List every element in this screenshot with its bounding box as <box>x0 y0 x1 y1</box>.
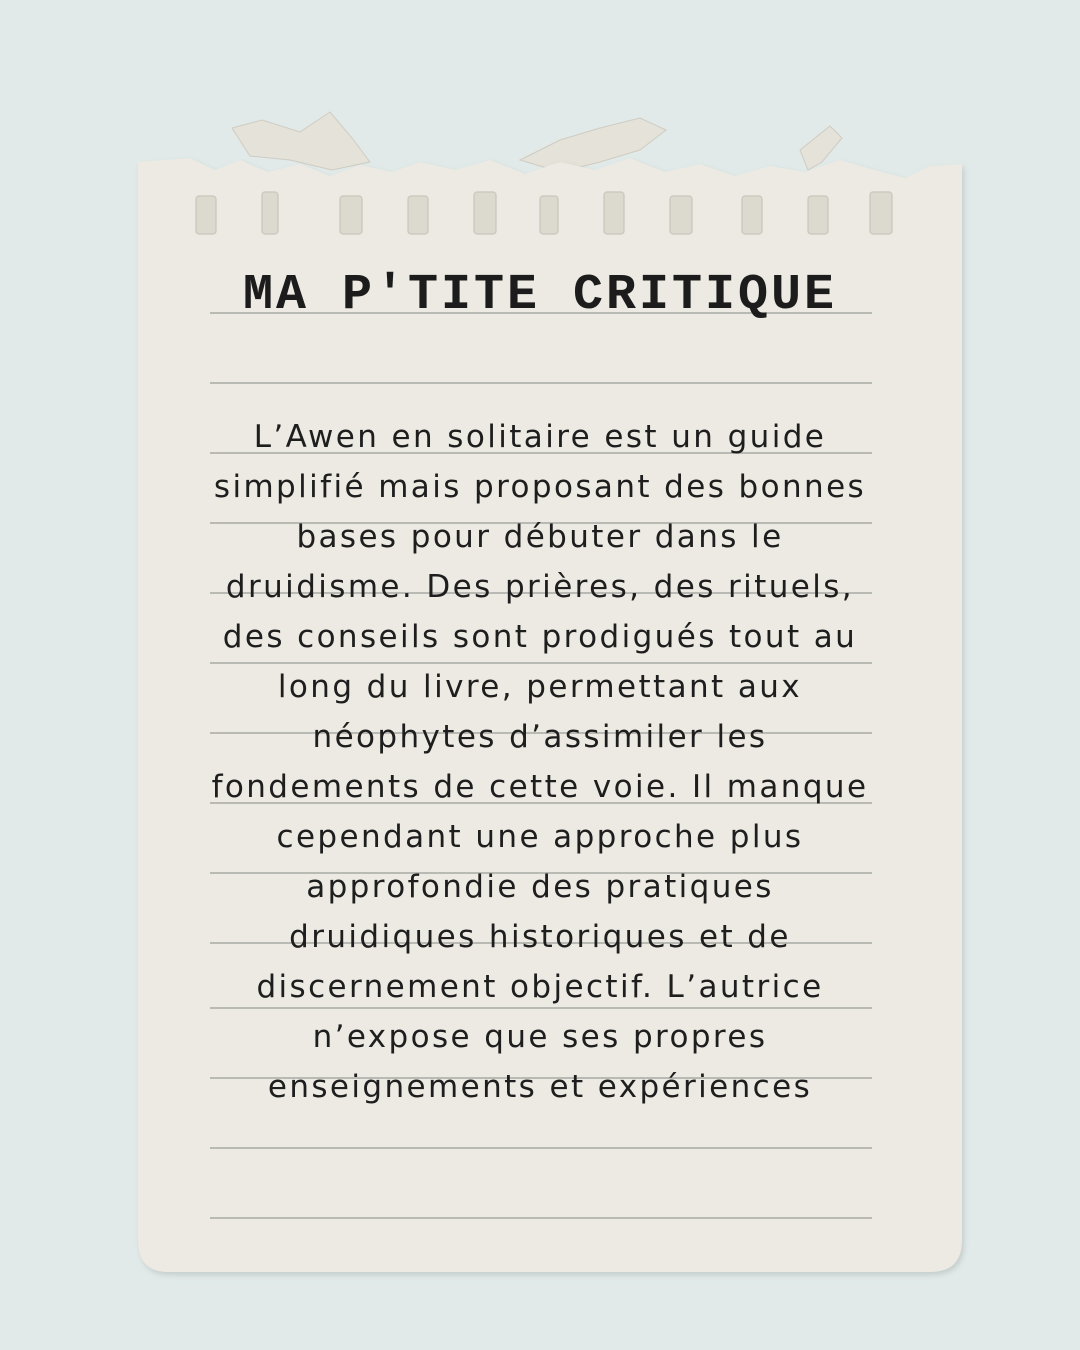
review-line: discernement objectif. L’autrice <box>256 969 824 1005</box>
review-line: fondements de cette voie. Il manque <box>211 769 869 805</box>
review-line: n’expose que ses propres <box>312 1019 768 1055</box>
review-line: simplifié mais proposant des bonnes <box>213 469 867 505</box>
review-line: druidiques historiques et de <box>289 919 791 955</box>
torn-paper-fragments <box>232 112 842 172</box>
review-text <box>150 412 930 1112</box>
review-line: approfondie des pratiques <box>306 869 774 905</box>
review-line: druidisme. Des prières, des rituels, <box>225 569 855 605</box>
page-title: MA P'TITE CRITIQUE <box>242 267 838 324</box>
review-line: bases pour débuter dans le <box>296 519 784 555</box>
review-line: cependant une approche plus <box>276 819 804 855</box>
review-line: L’Awen en solitaire est un guide <box>253 419 827 455</box>
review-line: néophytes d’assimiler les <box>312 719 768 755</box>
review-line: long du livre, permettant aux <box>277 669 803 705</box>
review-line: des conseils sont prodigués tout au <box>222 619 858 655</box>
review-line: enseignements et expériences <box>267 1069 813 1105</box>
